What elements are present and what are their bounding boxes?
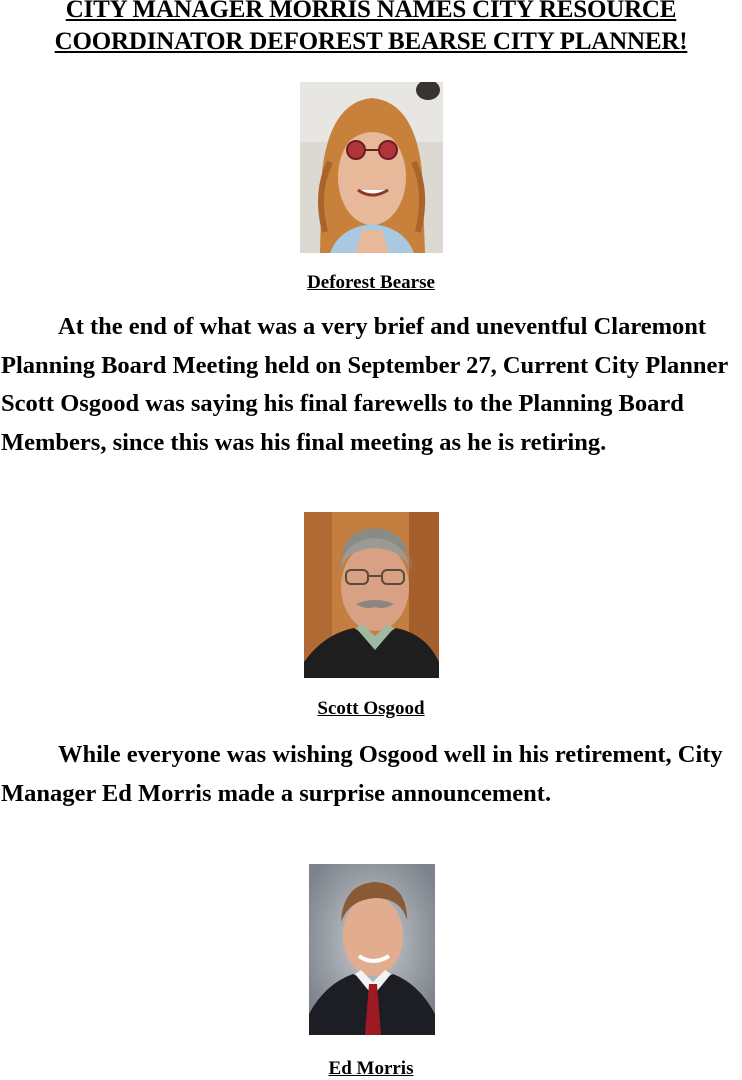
article-paragraph: While everyone was wishing Osgood well in his retirement, City Manager Ed Morris made a surprise announcement. [1,741,723,807]
headline-line-1: CITY MANAGER MORRIS NAMES CITY RESOURCE [65,0,677,23]
photo-deforest-bearse [300,82,443,253]
photo-ed-morris [309,864,435,1035]
headline-line-2: COORDINATOR DEFOREST BEARSE CITY PLANNER! [54,28,688,55]
photo-caption: Scott Osgood [317,698,425,719]
portrait-woman-icon [300,82,443,253]
photo-caption: Deforest Bearse [307,272,435,293]
photo-caption: Ed Morris [328,1058,414,1079]
article-headline [0,0,742,58]
portrait-man-mustache-icon [304,512,439,678]
photo-scott-osgood [304,512,439,678]
portrait-man-suit-icon [309,864,435,1035]
article-paragraph: At the end of what was a very brief and uneventful Claremont Planning Board Meeting held on September 27, Current City Planner Scott Osgood was saying his final farewells to the Planning Board Members, since this was his final meeting as he is retiring. [1,313,728,456]
